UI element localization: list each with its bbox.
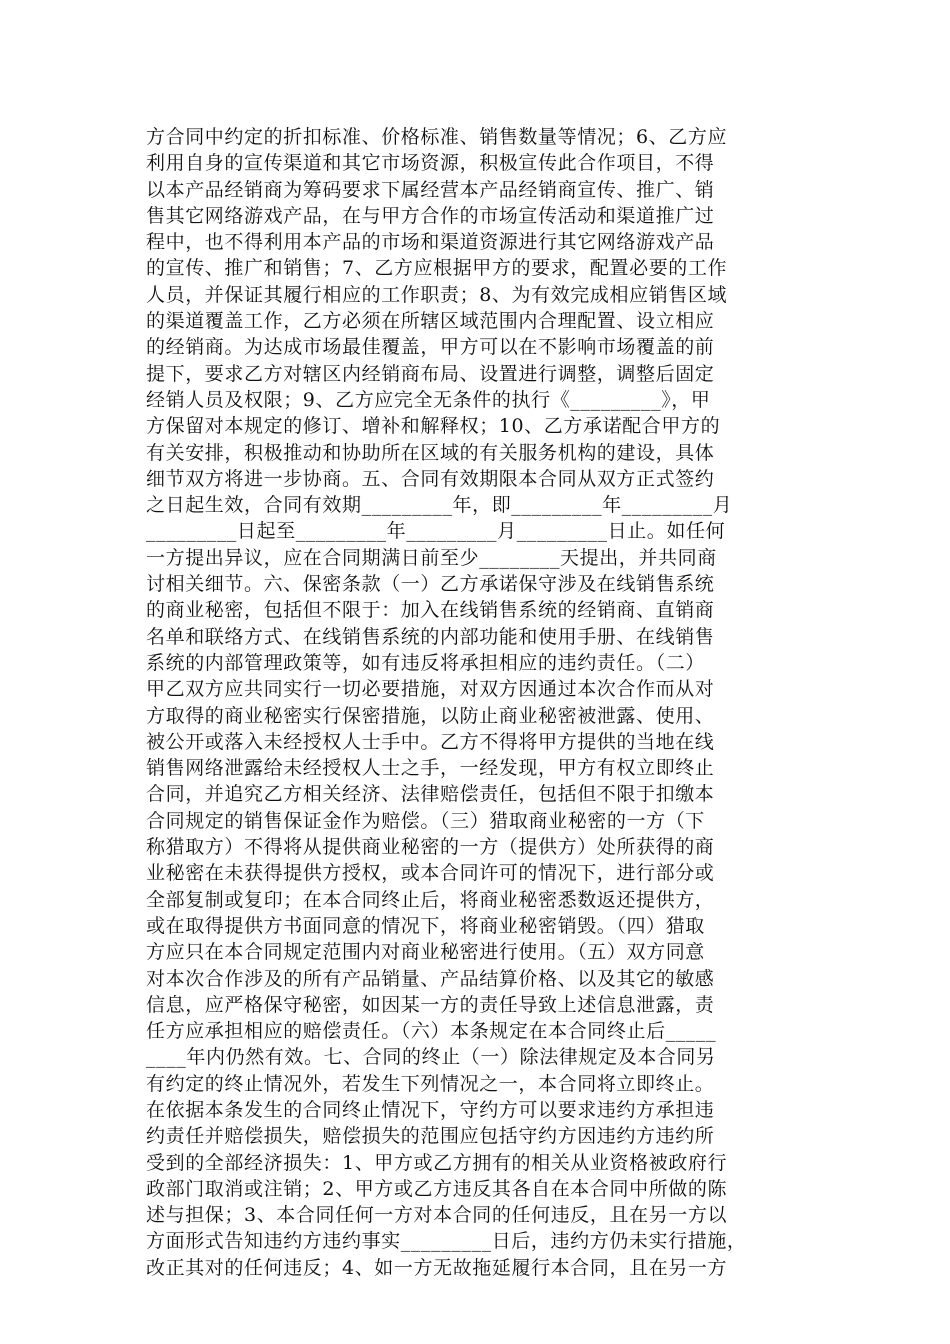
text-line: 人员，并保证其履行相应的工作职责；8、为有效完成相应销售区域 bbox=[146, 283, 728, 306]
text-line: 约责任并赔偿损失，赔偿损失的范围应包括守约方因违约方违约所 bbox=[146, 1125, 715, 1148]
text-line: 细节双方将进一步协商。五、合同有效期限本合同从双方正式签约 bbox=[146, 467, 715, 490]
text-line: 全部复制或复印；在本合同终止后，将商业秘密悉数返还提供方， bbox=[146, 888, 715, 911]
text-line: 改正其对的任何违反；4、如一方无故拖延履行本合同，且在另一方 bbox=[146, 1256, 728, 1279]
text-line: 提下，要求乙方对辖区内经销商布局、设置进行调整，调整后固定 bbox=[146, 362, 715, 385]
text-line: 信息，应严格保守秘密，如因某一方的责任导致上述信息泄露，责 bbox=[146, 993, 715, 1016]
text-line: 合同规定的销售保证金作为赔偿。（三）猎取商业秘密的一方（下 bbox=[146, 809, 705, 832]
text-line: 利用自身的宣传渠道和其它市场资源，积极宣传此合作项目，不得 bbox=[146, 152, 715, 175]
text-line: 系统的内部管理政策等，如有违反将承担相应的违约责任。（二） bbox=[146, 651, 705, 674]
text-line: 合同，并追究乙方相关经济、法律赔偿责任，包括但不限于扣缴本 bbox=[146, 783, 715, 806]
text-line: 售其它网络游戏产品，在与甲方合作的市场宣传活动和渠道推广过 bbox=[146, 204, 715, 227]
text-line: 或在取得提供方书面同意的情况下，将商业秘密销毁。（四）猎取 bbox=[146, 914, 705, 937]
text-line: 对本次合作涉及的所有产品销量、产品结算价格、以及其它的敏感 bbox=[146, 967, 715, 990]
text-line: 有关安排，积极推动和协助所在区域的有关服务机构的建设，具体 bbox=[146, 441, 715, 464]
text-line: 讨相关细节。六、保密条款（一）乙方承诺保守涉及在线销售系统 bbox=[146, 573, 715, 596]
text-line: ____年内仍然有效。七、合同的终止（一）除法律规定及本合同另 bbox=[146, 1046, 716, 1069]
text-line: 的渠道覆盖工作，乙方必须在所辖区域范围内合理配置、设立相应 bbox=[146, 310, 715, 333]
text-line: 之日起生效，合同有效期_________年，即_________年_________月 bbox=[146, 494, 733, 517]
text-line: 一方提出异议，应在合同期满日前至少________天提出，并共同商 bbox=[146, 546, 717, 569]
text-line: 销售网络泄露给未经授权人士之手，一经发现，甲方有权立即终止 bbox=[146, 757, 715, 780]
text-line: 名单和联络方式、在线销售系统的内部功能和使用手册、在线销售 bbox=[146, 625, 715, 648]
text-line: 述与担保；3、本合同任何一方对本合同的任何违反，且在另一方以 bbox=[146, 1204, 728, 1227]
text-line: 方保留对本规定的修订、增补和解释权；10、乙方承诺配合甲方的 bbox=[146, 415, 721, 438]
text-line: 方面形式告知违约方违约事实_________日后，违约方仍未实行措施， bbox=[146, 1230, 747, 1253]
text-line: 方合同中约定的折扣标准、价格标准、销售数量等情况；6、乙方应 bbox=[146, 126, 728, 148]
text-line: 的经销商。为达成市场最佳覆盖，甲方可以在不影响市场覆盖的前 bbox=[146, 336, 715, 359]
text-line: 称猎取方）不得将从提供商业秘密的一方（提供方）处所获得的商 bbox=[146, 836, 715, 859]
text-line: 甲乙双方应共同实行一切必要措施，对双方因通过本次合作而从对 bbox=[146, 678, 715, 701]
text-line: 在依据本条发生的合同终止情况下，守约方可以要求违约方承担违 bbox=[146, 1098, 715, 1121]
text-line: 的商业秘密，包括但不限于：加入在线销售系统的经销商、直销商 bbox=[146, 599, 715, 622]
text-line: 被公开或落入未经授权人士手中。乙方不得将甲方提供的当地在线 bbox=[146, 730, 715, 753]
text-line: 经销人员及权限；9、乙方应完全无条件的执行《_________》，甲 bbox=[146, 388, 711, 411]
text-line: 任方应承担相应的赔偿责任。（六）本条规定在本合同终止后_____ bbox=[146, 1020, 717, 1043]
text-line: 方应只在本合同规定范围内对商业秘密进行使用。（五）双方同意 bbox=[146, 941, 705, 964]
text-line: 程中，也不得利用本产品的市场和渠道资源进行其它网络游戏产品 bbox=[146, 231, 715, 254]
text-line: 以本产品经销商为筹码要求下属经营本产品经销商宣传、推广、销 bbox=[146, 178, 715, 201]
text-line: 有约定的终止情况外，若发生下列情况之一，本合同将立即终止。 bbox=[146, 1072, 715, 1095]
contract-body-text bbox=[146, 124, 816, 1281]
text-line: 的宣传、推广和销售；7、乙方应根据甲方的要求，配置必要的工作 bbox=[146, 257, 728, 280]
text-line: _________日起至_________年_________月_________日止。如任何 bbox=[146, 520, 726, 543]
text-line: 方取得的商业秘密实行保密措施，以防止商业秘密被泄露、使用、 bbox=[146, 704, 715, 727]
text-line: 受到的全部经济损失：1、甲方或乙方拥有的相关从业资格被政府行 bbox=[146, 1151, 728, 1174]
text-line: 业秘密在未获得提供方授权，或本合同许可的情况下，进行部分或 bbox=[146, 862, 715, 885]
text-line: 政部门取消或注销；2、甲方或乙方违反其各自在本合同中所做的陈 bbox=[146, 1177, 728, 1200]
